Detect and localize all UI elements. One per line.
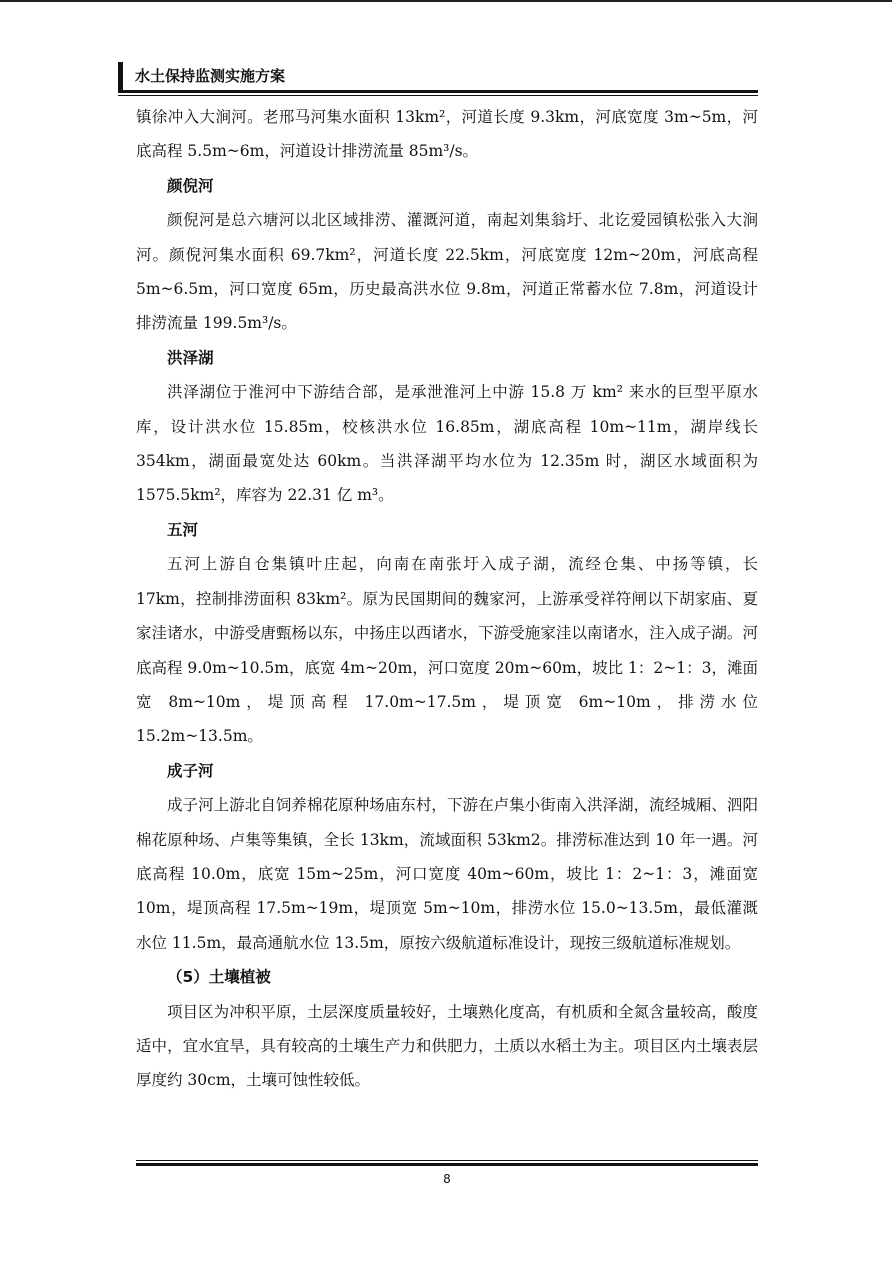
heading-yanni-river: 颜倪河 xyxy=(167,176,214,195)
header-rule-thin xyxy=(118,95,758,96)
paragraph-yanni-river: 颜倪河是总六塘河以北区域排涝、灌溉河道，南起刘集翁圩、北讫爱园镇松张入大涧河。颜倪河集水面积 69.7km²，河道长度 22.5km，河底宽度 12m~20m，河底高程 5m~6.5m，河口宽度 65m，历史最高洪水位 9.8m，河道正常蓄水位 7.8m，河道设计排涝流量 199.5m³/s。 xyxy=(136,211,758,333)
paragraph-hongze-lake: 洪泽湖位于淮河中下游结合部，是承泄淮河上中游 15.8 万 km² 来水的巨型平原水库，设计洪水位 15.85m，校核洪水位 16.85m，湖底高程 10m~11m，湖岸线长 354km，湖面最宽处达 60km。当洪泽湖平均水位为 12.35m 时，湖区水域面积为 1575.5km²，库容为 22.31 亿 m³。 xyxy=(136,383,758,505)
paragraph-chengzi-river: 成子河上游北自饲养棉花原种场庙东村，下游在卢集小街南入洪泽湖，流经城厢、泗阳棉花原种场、卢集等集镇，全长 13km，流域面积 53km2。排涝标准达到 10 年一遇。河底高程 10.0m，底宽 15m~25m，河口宽度 40m~60m，坡比 1：2~1：3，滩面宽 10m，堤顶高程 17.5m~19m，堤顶宽 5m~10m，排涝水位 15.0~13.5m，最低灌溉水位 11.5m，最高通航水位 13.5m，原按六级航道标准设计，现按三级航道标准规划。 xyxy=(136,796,758,952)
page-number: 8 xyxy=(443,1172,451,1186)
top-border-line xyxy=(0,0,892,2)
paragraph-soil-vegetation: 项目区为冲积平原，土层深度质量较好，土壤熟化度高，有机质和全氮含量较高，酸度适中，宜水宜旱，具有较高的土壤生产力和供肥力，土质以水稻土为主。项目区内土壤表层厚度约 30cm，土壤可蚀性较低。 xyxy=(136,1002,758,1090)
footer-rule-thin xyxy=(136,1160,758,1161)
footer-rule-thick xyxy=(136,1163,758,1166)
heading-soil-vegetation: （5）土壤植被 xyxy=(167,968,271,987)
document-body xyxy=(136,100,758,1098)
header-bar xyxy=(118,62,123,90)
heading-hongze-lake: 洪泽湖 xyxy=(167,348,214,367)
page-header xyxy=(118,62,758,92)
paragraph-laoxingma: 镇徐冲入大涧河。老邢马河集水面积 13km²，河道长度 9.3km，河底宽度 3m~5m，河底高程 5.5m~6m，河道设计排涝流量 85m³/s。 xyxy=(136,108,758,161)
heading-wuhe: 五河 xyxy=(167,520,199,539)
heading-chengzi-river: 成子河 xyxy=(167,761,214,780)
header-rule-thick xyxy=(118,90,758,93)
header-title: 水土保持监测实施方案 xyxy=(135,67,286,85)
paragraph-wuhe: 五河上游自仓集镇叶庄起，向南在南张圩入成子湖，流经仓集、中扬等镇，长 17km，控制排涝面积 83km²。原为民国期间的魏家河，上游承受祥符闸以下胡家庙、夏家洼诸水，中游受唐甄杨以东，中扬庄以西诸水，下游受施家洼以南诸水，注入成子湖。河底高程 9.0m~10.5m，底宽 4m~20m，河口宽度 20m~60m，坡比 1：2~1：3，滩面宽 8m~10m，堤顶高程 17.0m~17.5m，堤顶宽 6m~10m，排涝水位 15.2m~13.5m。 xyxy=(136,555,758,746)
